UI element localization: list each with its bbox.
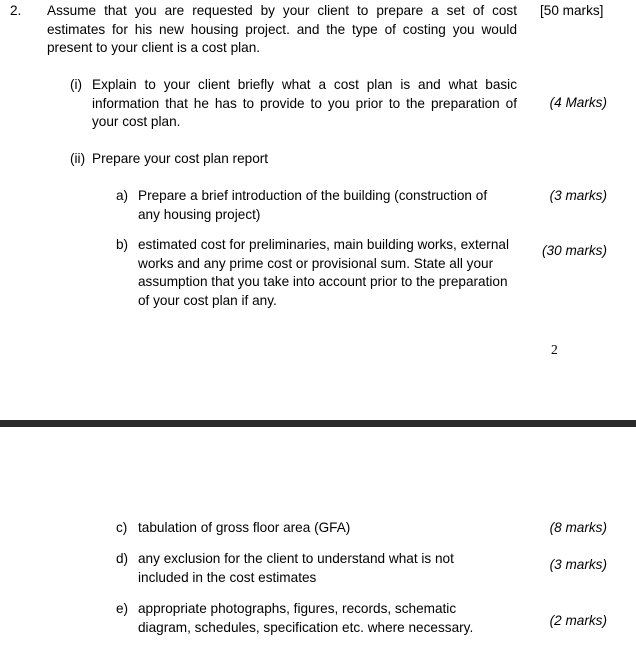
- item-b-marks: (30 marks): [542, 243, 607, 258]
- part-i-label: (i): [70, 77, 83, 92]
- part-ii-label: (ii): [70, 151, 86, 166]
- page-number: 2: [551, 342, 558, 357]
- question-text: Assume that you are requested by your client to prepare a set of cost estimates for his new housing project. and the type of costing you would present to your client is a cost plan.: [47, 3, 517, 55]
- item-b-label: b): [116, 237, 129, 252]
- question-number: 2.: [10, 3, 22, 18]
- item-c-marks: (8 marks): [549, 520, 607, 535]
- item-e-label: e): [116, 601, 129, 616]
- part-i-marks: (4 Marks): [549, 95, 607, 110]
- item-a-marks: (3 marks): [549, 188, 607, 203]
- item-d-marks: (3 marks): [549, 557, 607, 572]
- part-ii-text: Prepare your cost plan report: [92, 151, 269, 166]
- item-d-text: any exclusion for the client to understand what is not included in the cost estimates: [138, 551, 454, 585]
- item-a-text: Prepare a brief introduction of the building (construction of any housing project): [138, 188, 488, 222]
- part-i-text: Explain to your client briefly what a cost plan is and what basic information that he has to provide to you prior to the preparation of your cost plan.: [92, 77, 517, 129]
- item-a-label: a): [116, 188, 129, 203]
- item-c-label: c): [116, 520, 128, 535]
- page-divider: [0, 420, 636, 427]
- item-d-label: d): [116, 551, 129, 566]
- item-e-text: appropriate photographs, figures, records, schematic diagram, schedules, specification etc. where necessary.: [138, 601, 474, 635]
- question-marks: [50 marks]: [540, 3, 604, 18]
- item-c-text: tabulation of gross floor area (GFA): [138, 520, 351, 535]
- item-b-text: estimated cost for preliminaries, main building works, external works and any prime cost or provisional sum. State all your assumption that you take into account prior to the preparation of your cost plan if any.: [138, 237, 509, 308]
- item-e-marks: (2 marks): [549, 613, 607, 628]
